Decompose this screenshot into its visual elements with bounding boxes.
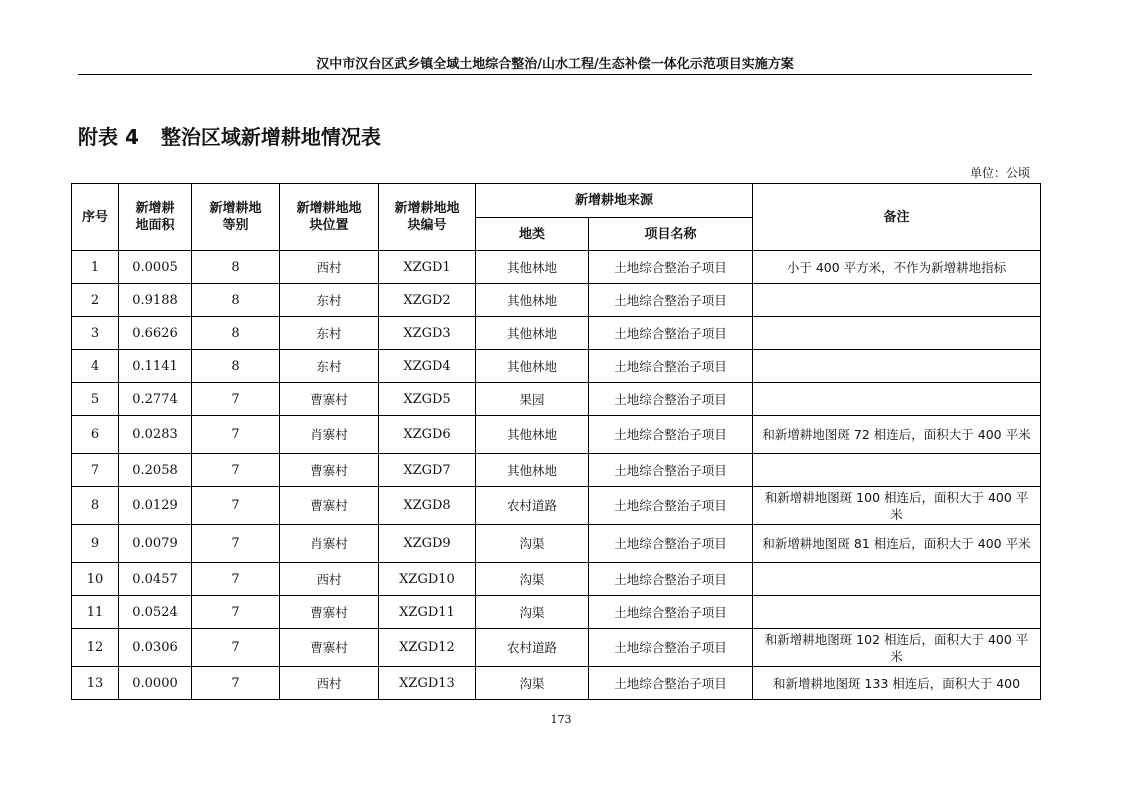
cell-land-type: 其他林地 [476, 454, 589, 487]
cell-remark: 小于 400 平方米，不作为新增耕地指标 [753, 251, 1041, 284]
cell-project: 土地综合整治子项目 [589, 487, 753, 525]
cell-project: 土地综合整治子项目 [589, 317, 753, 350]
cell-area: 0.0524 [119, 596, 192, 629]
cell-location: 肖寨村 [280, 525, 379, 563]
cell-project: 土地综合整治子项目 [589, 563, 753, 596]
cell-area: 0.6626 [119, 317, 192, 350]
cell-location: 东村 [280, 284, 379, 317]
cell-area: 0.0000 [119, 667, 192, 700]
cell-land-type: 农村道路 [476, 487, 589, 525]
cell-grade: 8 [192, 350, 280, 383]
cell-location: 曹寨村 [280, 383, 379, 416]
table-row [72, 251, 1041, 284]
header-land-type: 地类 [476, 218, 589, 251]
cell-project: 土地综合整治子项目 [589, 416, 753, 454]
table-row [72, 317, 1041, 350]
cell-seq: 2 [72, 284, 119, 317]
cell-grade: 7 [192, 487, 280, 525]
header-remark: 备注 [753, 184, 1041, 251]
header-location-text: 新增耕地地块位置 [296, 201, 362, 233]
cell-area: 0.1141 [119, 350, 192, 383]
cell-remark [753, 350, 1041, 383]
cell-remark [753, 596, 1041, 629]
cell-seq: 9 [72, 525, 119, 563]
table-row [72, 454, 1041, 487]
cell-project: 土地综合整治子项目 [589, 454, 753, 487]
cell-seq: 11 [72, 596, 119, 629]
cell-grade: 8 [192, 251, 280, 284]
cell-grade: 8 [192, 317, 280, 350]
cell-grade: 8 [192, 284, 280, 317]
document-header: 汉中市汉台区武乡镇全域土地综合整治/山水工程/生态补偿一体化示范项目实施方案 [316, 57, 794, 72]
cell-area: 0.0129 [119, 487, 192, 525]
cell-land-type: 沟渠 [476, 525, 589, 563]
cell-remark: 和新增耕地图斑 102 相连后，面积大于 400 平米 [753, 629, 1041, 667]
cell-land-type: 其他林地 [476, 251, 589, 284]
cell-area: 0.0306 [119, 629, 192, 667]
table-row [72, 596, 1041, 629]
cell-remark: 和新增耕地图斑 133 相连后，面积大于 400 [753, 667, 1041, 700]
cell-grade: 7 [192, 525, 280, 563]
cell-code: XZGD5 [379, 383, 476, 416]
cell-code: XZGD8 [379, 487, 476, 525]
cell-land-type: 沟渠 [476, 667, 589, 700]
cell-seq: 13 [72, 667, 119, 700]
cell-location: 西村 [280, 563, 379, 596]
cell-area: 0.0005 [119, 251, 192, 284]
table-row [72, 416, 1041, 454]
cell-project: 土地综合整治子项目 [589, 525, 753, 563]
cell-land-type: 果园 [476, 383, 589, 416]
cell-code: XZGD9 [379, 525, 476, 563]
cell-code: XZGD1 [379, 251, 476, 284]
cell-seq: 6 [72, 416, 119, 454]
cell-grade: 7 [192, 383, 280, 416]
cell-code: XZGD12 [379, 629, 476, 667]
cell-land-type: 其他林地 [476, 350, 589, 383]
cell-remark: 和新增耕地图斑 100 相连后，面积大于 400 平米 [753, 487, 1041, 525]
cell-grade: 7 [192, 416, 280, 454]
cell-code: XZGD4 [379, 350, 476, 383]
cell-remark [753, 317, 1041, 350]
table-row [72, 383, 1041, 416]
cell-project: 土地综合整治子项目 [589, 596, 753, 629]
cell-land-type: 其他林地 [476, 284, 589, 317]
cell-seq: 8 [72, 487, 119, 525]
header-grade-text: 新增耕地等别 [209, 201, 262, 233]
header-code [379, 184, 476, 251]
cell-location: 西村 [280, 667, 379, 700]
cell-remark [753, 383, 1041, 416]
header-area-text: 新增耕地面积 [135, 201, 175, 233]
new-farmland-table [71, 183, 1041, 700]
table-row [72, 350, 1041, 383]
cell-remark [753, 563, 1041, 596]
cell-remark: 和新增耕地图斑 72 相连后，面积大于 400 平米 [753, 416, 1041, 454]
cell-location: 曹寨村 [280, 629, 379, 667]
cell-land-type: 其他林地 [476, 317, 589, 350]
cell-code: XZGD2 [379, 284, 476, 317]
cell-seq: 4 [72, 350, 119, 383]
cell-location: 曹寨村 [280, 487, 379, 525]
cell-seq: 10 [72, 563, 119, 596]
cell-area: 0.9188 [119, 284, 192, 317]
header-area [119, 184, 192, 251]
cell-area: 0.0457 [119, 563, 192, 596]
cell-code: XZGD3 [379, 317, 476, 350]
header-source-group: 新增耕地来源 [476, 184, 753, 218]
cell-seq: 5 [72, 383, 119, 416]
cell-code: XZGD13 [379, 667, 476, 700]
title-prefix: 附表 4 [78, 125, 139, 149]
cell-grade: 7 [192, 454, 280, 487]
table-row [72, 563, 1041, 596]
cell-location: 东村 [280, 317, 379, 350]
cell-grade: 7 [192, 563, 280, 596]
cell-area: 0.0079 [119, 525, 192, 563]
cell-project: 土地综合整治子项目 [589, 667, 753, 700]
cell-land-type: 沟渠 [476, 596, 589, 629]
unit-label: 单位：公顷 [969, 166, 1030, 180]
title-main: 整治区域新增耕地情况表 [160, 125, 381, 149]
cell-remark [753, 284, 1041, 317]
page-title [78, 123, 381, 151]
header-code-text: 新增耕地地块编号 [394, 201, 460, 233]
cell-code: XZGD10 [379, 563, 476, 596]
table-body [72, 251, 1041, 700]
cell-project: 土地综合整治子项目 [589, 251, 753, 284]
cell-seq: 1 [72, 251, 119, 284]
cell-project: 土地综合整治子项目 [589, 284, 753, 317]
header-project: 项目名称 [589, 218, 753, 251]
cell-location: 东村 [280, 350, 379, 383]
cell-grade: 7 [192, 629, 280, 667]
cell-area: 0.0283 [119, 416, 192, 454]
cell-location: 西村 [280, 251, 379, 284]
cell-area: 0.2774 [119, 383, 192, 416]
cell-code: XZGD11 [379, 596, 476, 629]
cell-grade: 7 [192, 596, 280, 629]
cell-remark: 和新增耕地图斑 81 相连后，面积大于 400 平米 [753, 525, 1041, 563]
cell-project: 土地综合整治子项目 [589, 350, 753, 383]
cell-grade: 7 [192, 667, 280, 700]
cell-location: 肖寨村 [280, 416, 379, 454]
cell-project: 土地综合整治子项目 [589, 629, 753, 667]
table-row [72, 284, 1041, 317]
cell-location: 曹寨村 [280, 454, 379, 487]
header-divider [78, 74, 1032, 75]
page-number: 173 [550, 713, 572, 726]
cell-land-type: 农村道路 [476, 629, 589, 667]
cell-seq: 12 [72, 629, 119, 667]
cell-area: 0.2058 [119, 454, 192, 487]
cell-location: 曹寨村 [280, 596, 379, 629]
cell-remark [753, 454, 1041, 487]
cell-code: XZGD6 [379, 416, 476, 454]
cell-seq: 7 [72, 454, 119, 487]
cell-code: XZGD7 [379, 454, 476, 487]
cell-land-type: 沟渠 [476, 563, 589, 596]
table-row [72, 629, 1041, 667]
cell-project: 土地综合整治子项目 [589, 383, 753, 416]
cell-seq: 3 [72, 317, 119, 350]
table-row [72, 525, 1041, 563]
cell-land-type: 其他林地 [476, 416, 589, 454]
header-location [280, 184, 379, 251]
table-row [72, 487, 1041, 525]
table-row [72, 667, 1041, 700]
header-grade [192, 184, 280, 251]
header-seq: 序号 [72, 184, 119, 251]
